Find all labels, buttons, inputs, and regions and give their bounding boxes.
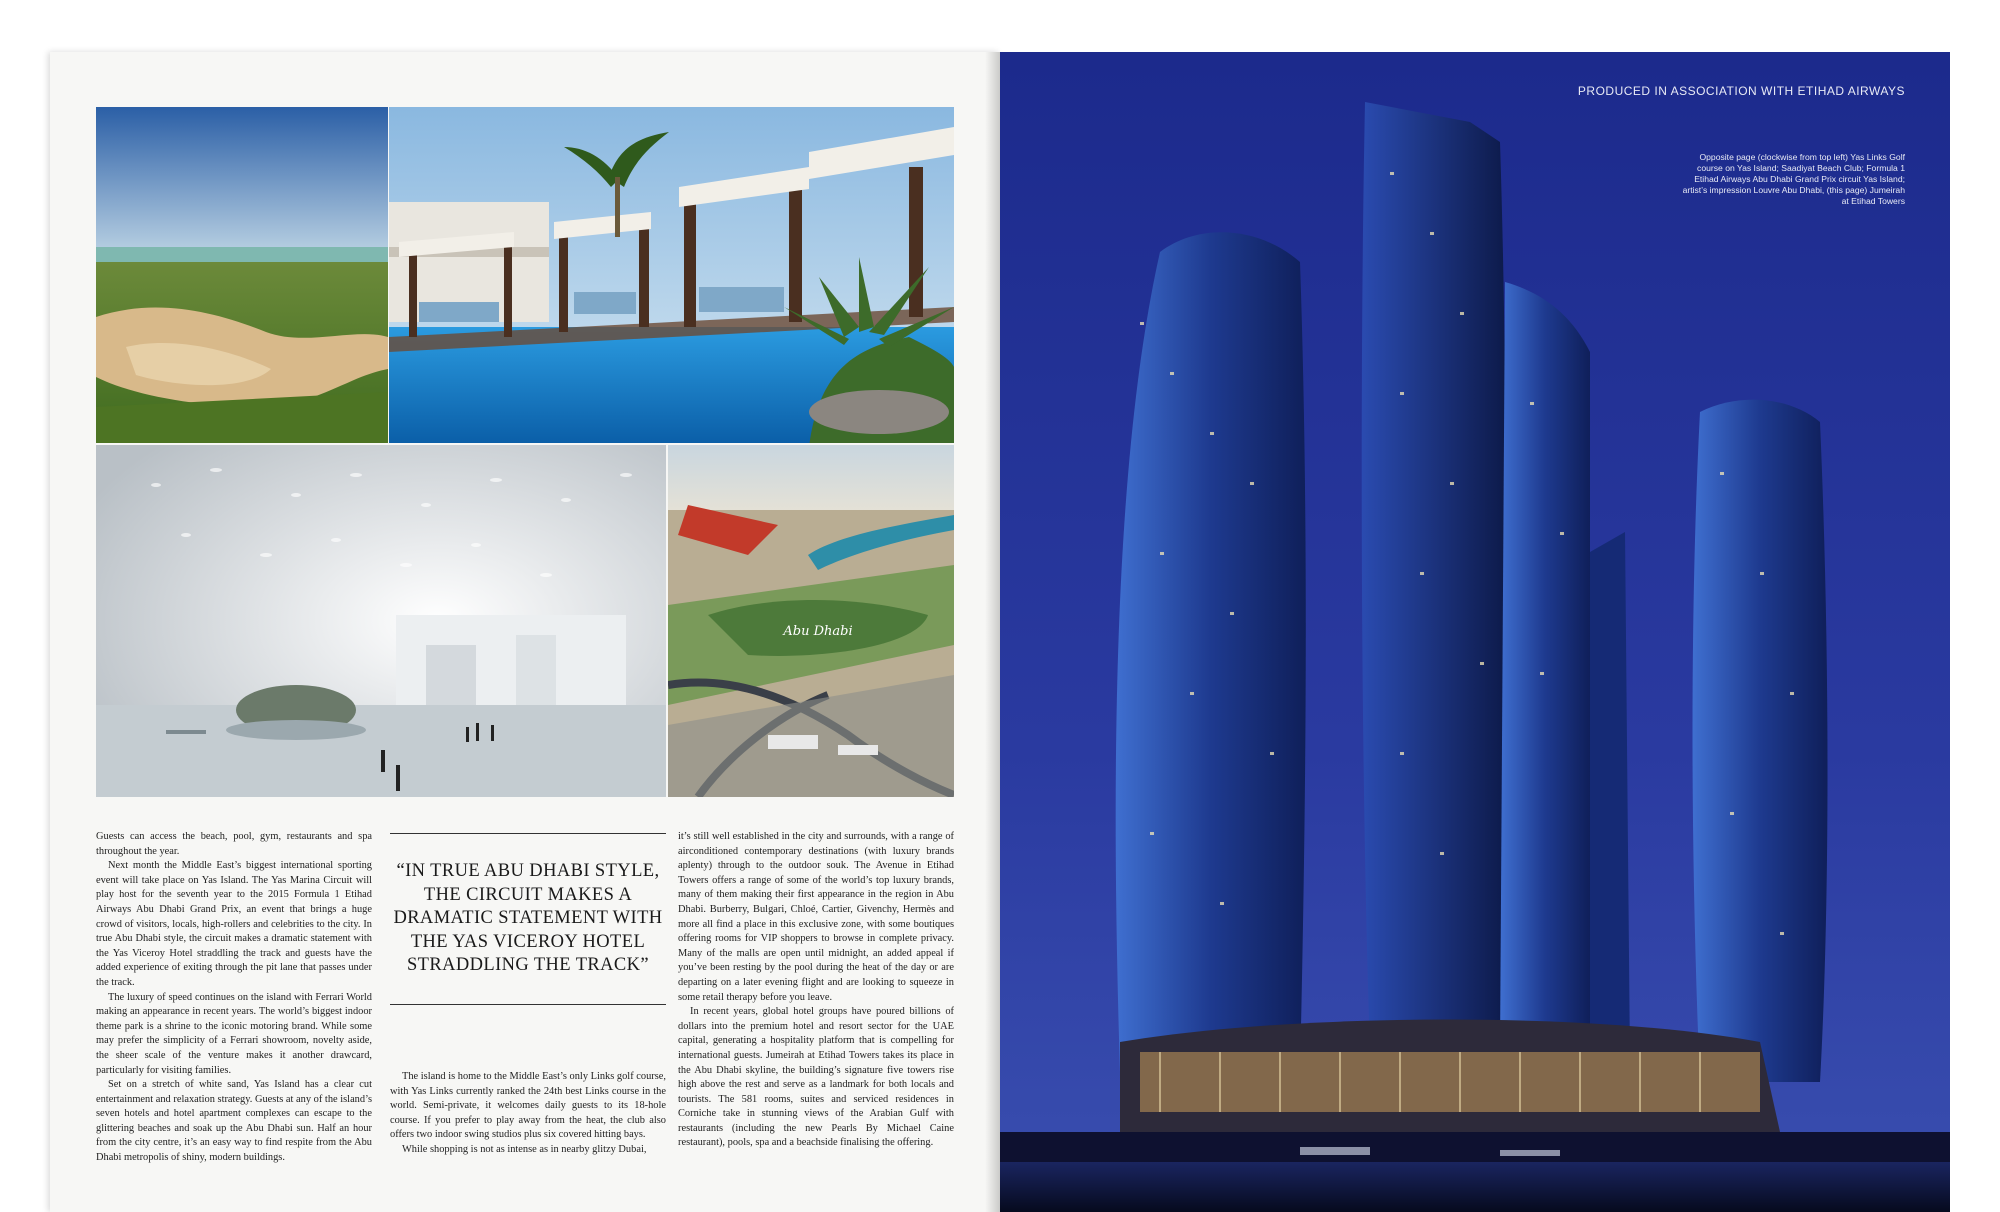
column1-paragraph-1: Guests can access the beach, pool, gym, restaurants and spa throughout the year. bbox=[96, 831, 372, 857]
golf-course-photo bbox=[96, 107, 388, 443]
pull-quote-text: “IN TRUE ABU DHABI STYLE, THE CIRCUIT MAKES A DRAMATIC STATEMENT WITH THE YAS VICEROY HOTEL STRADDLING THE TRACK” bbox=[393, 861, 663, 975]
article-column-2 bbox=[390, 1070, 666, 1158]
yas-marina-circuit-photo bbox=[668, 445, 954, 797]
association-header: PRODUCED IN ASSOCIATION WITH ETIHAD AIRWAYS bbox=[1577, 84, 1905, 98]
column2-paragraph-2: While shopping is not as intense as in nearby glitzy Dubai, bbox=[402, 1143, 647, 1155]
column2-paragraph-1: The island is home to the Middle East’s only Links golf course, with Yas Links currently ranked the 24th best Links course in the world. Semi-private, it welcomes daily guests to its 18-hole course. If you prefer to play away from the heat, the club also offers two indoor swing studios plus six covered hitting bays. bbox=[390, 1071, 666, 1141]
article-column-1 bbox=[96, 830, 372, 1166]
left-page bbox=[50, 52, 1000, 1212]
article-column-3 bbox=[678, 830, 954, 1151]
magazine-spread bbox=[50, 52, 1950, 1212]
column3-paragraph-2: In recent years, global hotel groups have poured billions of dollars into the premium hotel and resort sector for the UAE capital, generating a hospitality platform that is compelling for international guests. Jumeirah at Etihad Towers takes its place in the Abu Dhabi skyline, the building’s signature five towers rise high above the rest and serve as a landmark for both locals and tourists. The 581 rooms, suites and serviced residences in Corniche take in stunning views of the Arabian Gulf with restaurants (including the new Pearls By Michael Caine restaurant), pools, spa and a beachside finalising the offering. bbox=[678, 1006, 954, 1149]
photo-caption: Opposite page (clockwise from top left) Yas Links Golf course on Yas Island; Saadiyat Beach Club; Formula 1 Etihad Airways Abu Dhabi Grand Prix circuit Yas Island; artist’s impression Louvre Abu Dhabi, (this page) Jumeirah at Etihad Towers bbox=[1682, 152, 1905, 206]
pull-quote bbox=[390, 833, 666, 1005]
louvre-abu-dhabi-photo bbox=[96, 445, 666, 797]
right-page bbox=[1000, 52, 1950, 1212]
abu-dhabi-track-logo: Abu Dhabi bbox=[783, 624, 853, 639]
page-gutter bbox=[985, 52, 1000, 1212]
column1-paragraph-2: Next month the Middle East’s biggest international sporting event will take place on Yas Island. The Yas Marina Circuit will play host for the seventh year to the 2015 Formula 1 Etihad Airways Abu Dhabi Grand Prix, an event that brings a huge crowd of visitors, locals, high-rollers and celebrities to the city. In true Abu Dhabi style, the circuit makes a dramatic statement with the Yas Viceroy Hotel straddling the track and guests have the added experience of exiting through the pit lane that passes under the track. bbox=[96, 860, 372, 988]
column3-paragraph-1: it’s still well established in the city and surrounds, with a range of airconditioned contemporary destinations (with luxury brands aplenty) through to the outdoor souk. The Avenue in Etihad Towers offers a range of some of the world’s top luxury brands, many of them making their first appearance in the region in Abu Dhabi. Burberry, Bulgari, Chloé, Cartier, Givenchy, Hermès and more all find a place in this exclusive zone, with some boutiques offering rooms for VIP shoppers to browse in complete privacy. Many of the malls are open until midnight, an added appeal if you’ve been resting by the pool during the heat of the day or are departing on a later evening flight and are looking to squeeze in some retail therapy before you leave. bbox=[678, 831, 954, 1003]
beach-club-pool-photo bbox=[389, 107, 954, 443]
column1-paragraph-4: Set on a stretch of white sand, Yas Island has a clear cut entertainment and relaxation strategy. Guests at any of the island’s seven hotels and hotel apartment complexes can escape to the glittering beaches and soak up the Abu Dhabi sun. Half an hour from the city centre, it’s an easy way to find respite from the Abu Dhabi metropolis of shiny, modern buildings. bbox=[96, 1079, 372, 1164]
etihad-towers-photo bbox=[1000, 52, 1950, 1212]
column1-paragraph-3: The luxury of speed continues on the island with Ferrari World making an appearance in recent years. The world’s biggest indoor theme park is a shrine to the iconic motoring brand. While some may prefer the simplicity of a Ferrari showroom, novelty aside, the sheer scale of the venture makes it another drawcard, particularly for visiting families. bbox=[96, 991, 372, 1076]
